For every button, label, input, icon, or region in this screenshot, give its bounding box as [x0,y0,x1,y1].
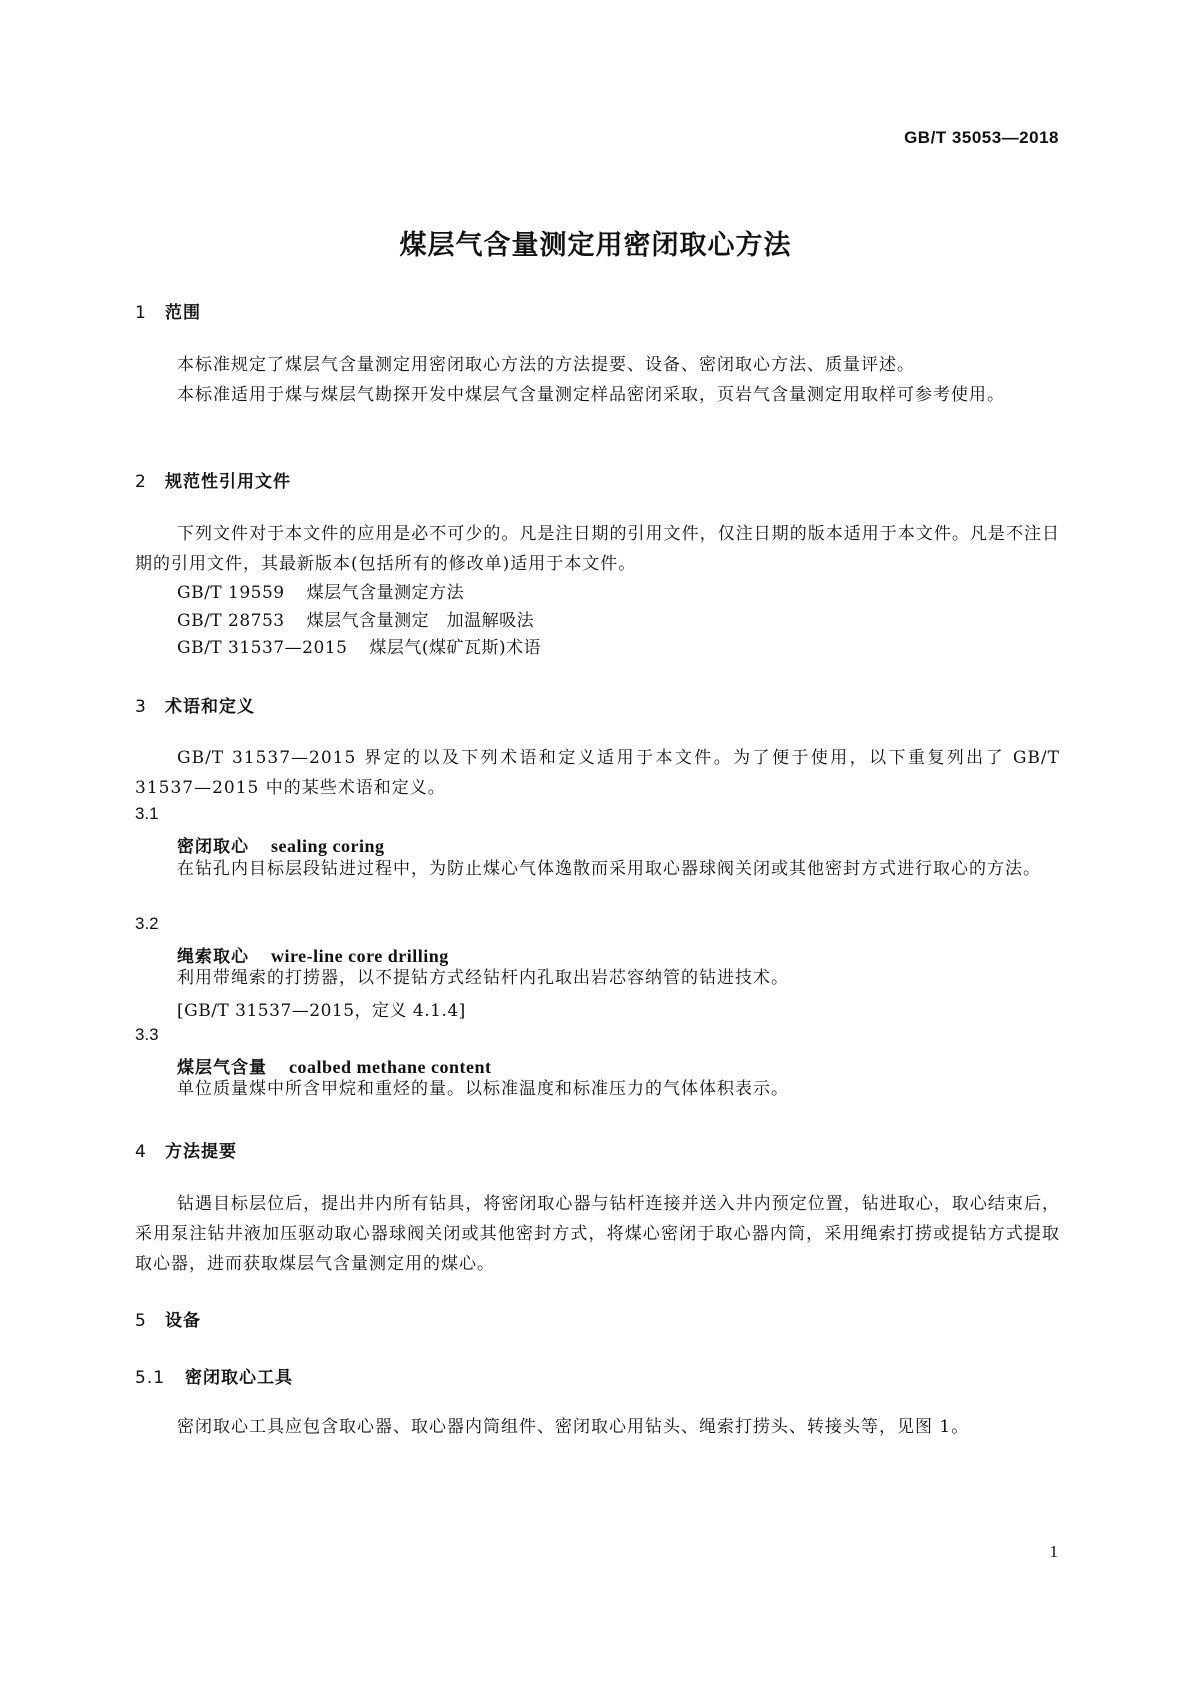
section-1-heading [135,298,201,323]
section-number: 2 [135,472,147,492]
term-source: [GB/T 31537—2015，定义 4.1.4] [177,1001,466,1021]
term-number: 3.2 [135,914,159,933]
standard-code: GB/T 35053—2018 [904,128,1059,147]
section-title: 术语和定义 [165,697,255,717]
reference-code: GB/T 28753 [177,611,285,631]
subsection-5-1-heading [135,1363,293,1388]
subsection-5-1-paragraph: 密闭取心工具应包含取心器、取心器内筒组件、密闭取心用钻头、绳索打捞头、转接头等，见图 1。 [177,1417,970,1437]
section-2-heading [135,467,291,492]
reference-item [177,578,464,608]
reference-item [177,606,534,636]
reference-title: 煤层气含量测定 加温解吸法 [306,611,535,631]
document-title: 煤层气含量测定用密闭取心方法 [399,230,792,261]
term-definition: 单位质量煤中所含甲烷和重烃的量。以标准温度和标准压力的气体体积表示。 [177,1079,789,1099]
term-chinese: 密闭取心 [177,837,249,857]
section-title: 范围 [165,303,201,323]
reference-item [177,633,541,663]
term-definition: 在钻孔内目标层段钻进过程中，为防止煤心气体逸散而采用取心器球阀关闭或其他密封方式进行取心的方法。 [177,859,1041,879]
subsection-number: 5.1 [135,1368,166,1388]
section-title: 设备 [165,1311,201,1331]
section-1-paragraph-1: 本标准规定了煤层气含量测定用密闭取心方法的方法提要、设备、密闭取心方法、质量评述。 [177,355,915,375]
section-4-heading [135,1137,237,1162]
section-1-paragraph-2: 本标准适用于煤与煤层气勘探开发中煤层气含量测定样品密闭采取，页岩气含量测定用取样可参考使用。 [177,385,1005,405]
term-english: coalbed methane content [289,1057,492,1077]
term-english: wire-line core drilling [271,946,449,966]
section-number: 5 [135,1311,147,1331]
section-4-paragraph: 钻遇目标层位后，提出井内所有钻具，将密闭取心器与钻杆连接并送入井内预定位置，钻进取心，取心结束后，采用泵注钻井液加压驱动取心器球阀关闭或其他密封方式，将煤心密闭于取心器内筒，采用绳索打捞或提钻方式提取取心器，进而获取煤层气含量测定用的煤心。 [135,1194,1060,1274]
section-number: 3 [135,697,147,717]
page-number: 1 [1049,1542,1058,1561]
section-number: 1 [135,303,147,323]
subsection-title: 密闭取心工具 [185,1368,293,1388]
term-number: 3.3 [135,1025,159,1044]
reference-code: GB/T 19559 [177,583,285,603]
term-definition: 利用带绳索的打捞器，以不提钻方式经钻杆内孔取出岩芯容纳管的钻进技术。 [177,968,789,988]
section-3-heading [135,692,255,717]
reference-title: 煤层气(煤矿瓦斯)术语 [369,638,542,658]
section-5-heading [135,1306,201,1331]
term-number: 3.1 [135,804,159,823]
reference-code: GB/T 31537—2015 [177,638,348,658]
reference-title: 煤层气含量测定方法 [306,583,465,603]
section-2-intro: 下列文件对于本文件的应用是必不可少的。凡是注日期的引用文件，仅注日期的版本适用于本文件。凡是不注日期的引用文件，其最新版本(包括所有的修改单)适用于本文件。 [135,524,1060,574]
section-number: 4 [135,1142,147,1162]
section-title: 规范性引用文件 [165,472,291,492]
term-chinese: 煤层气含量 [177,1058,267,1078]
section-3-intro: GB/T 31537—2015 界定的以及下列术语和定义适用于本文件。为了便于使用，以下重复列出了 GB/T 31537—2015 中的某些术语和定义。 [135,748,1060,798]
section-title: 方法提要 [165,1142,237,1162]
term-chinese: 绳索取心 [177,947,249,967]
term-english: sealing coring [271,836,385,856]
